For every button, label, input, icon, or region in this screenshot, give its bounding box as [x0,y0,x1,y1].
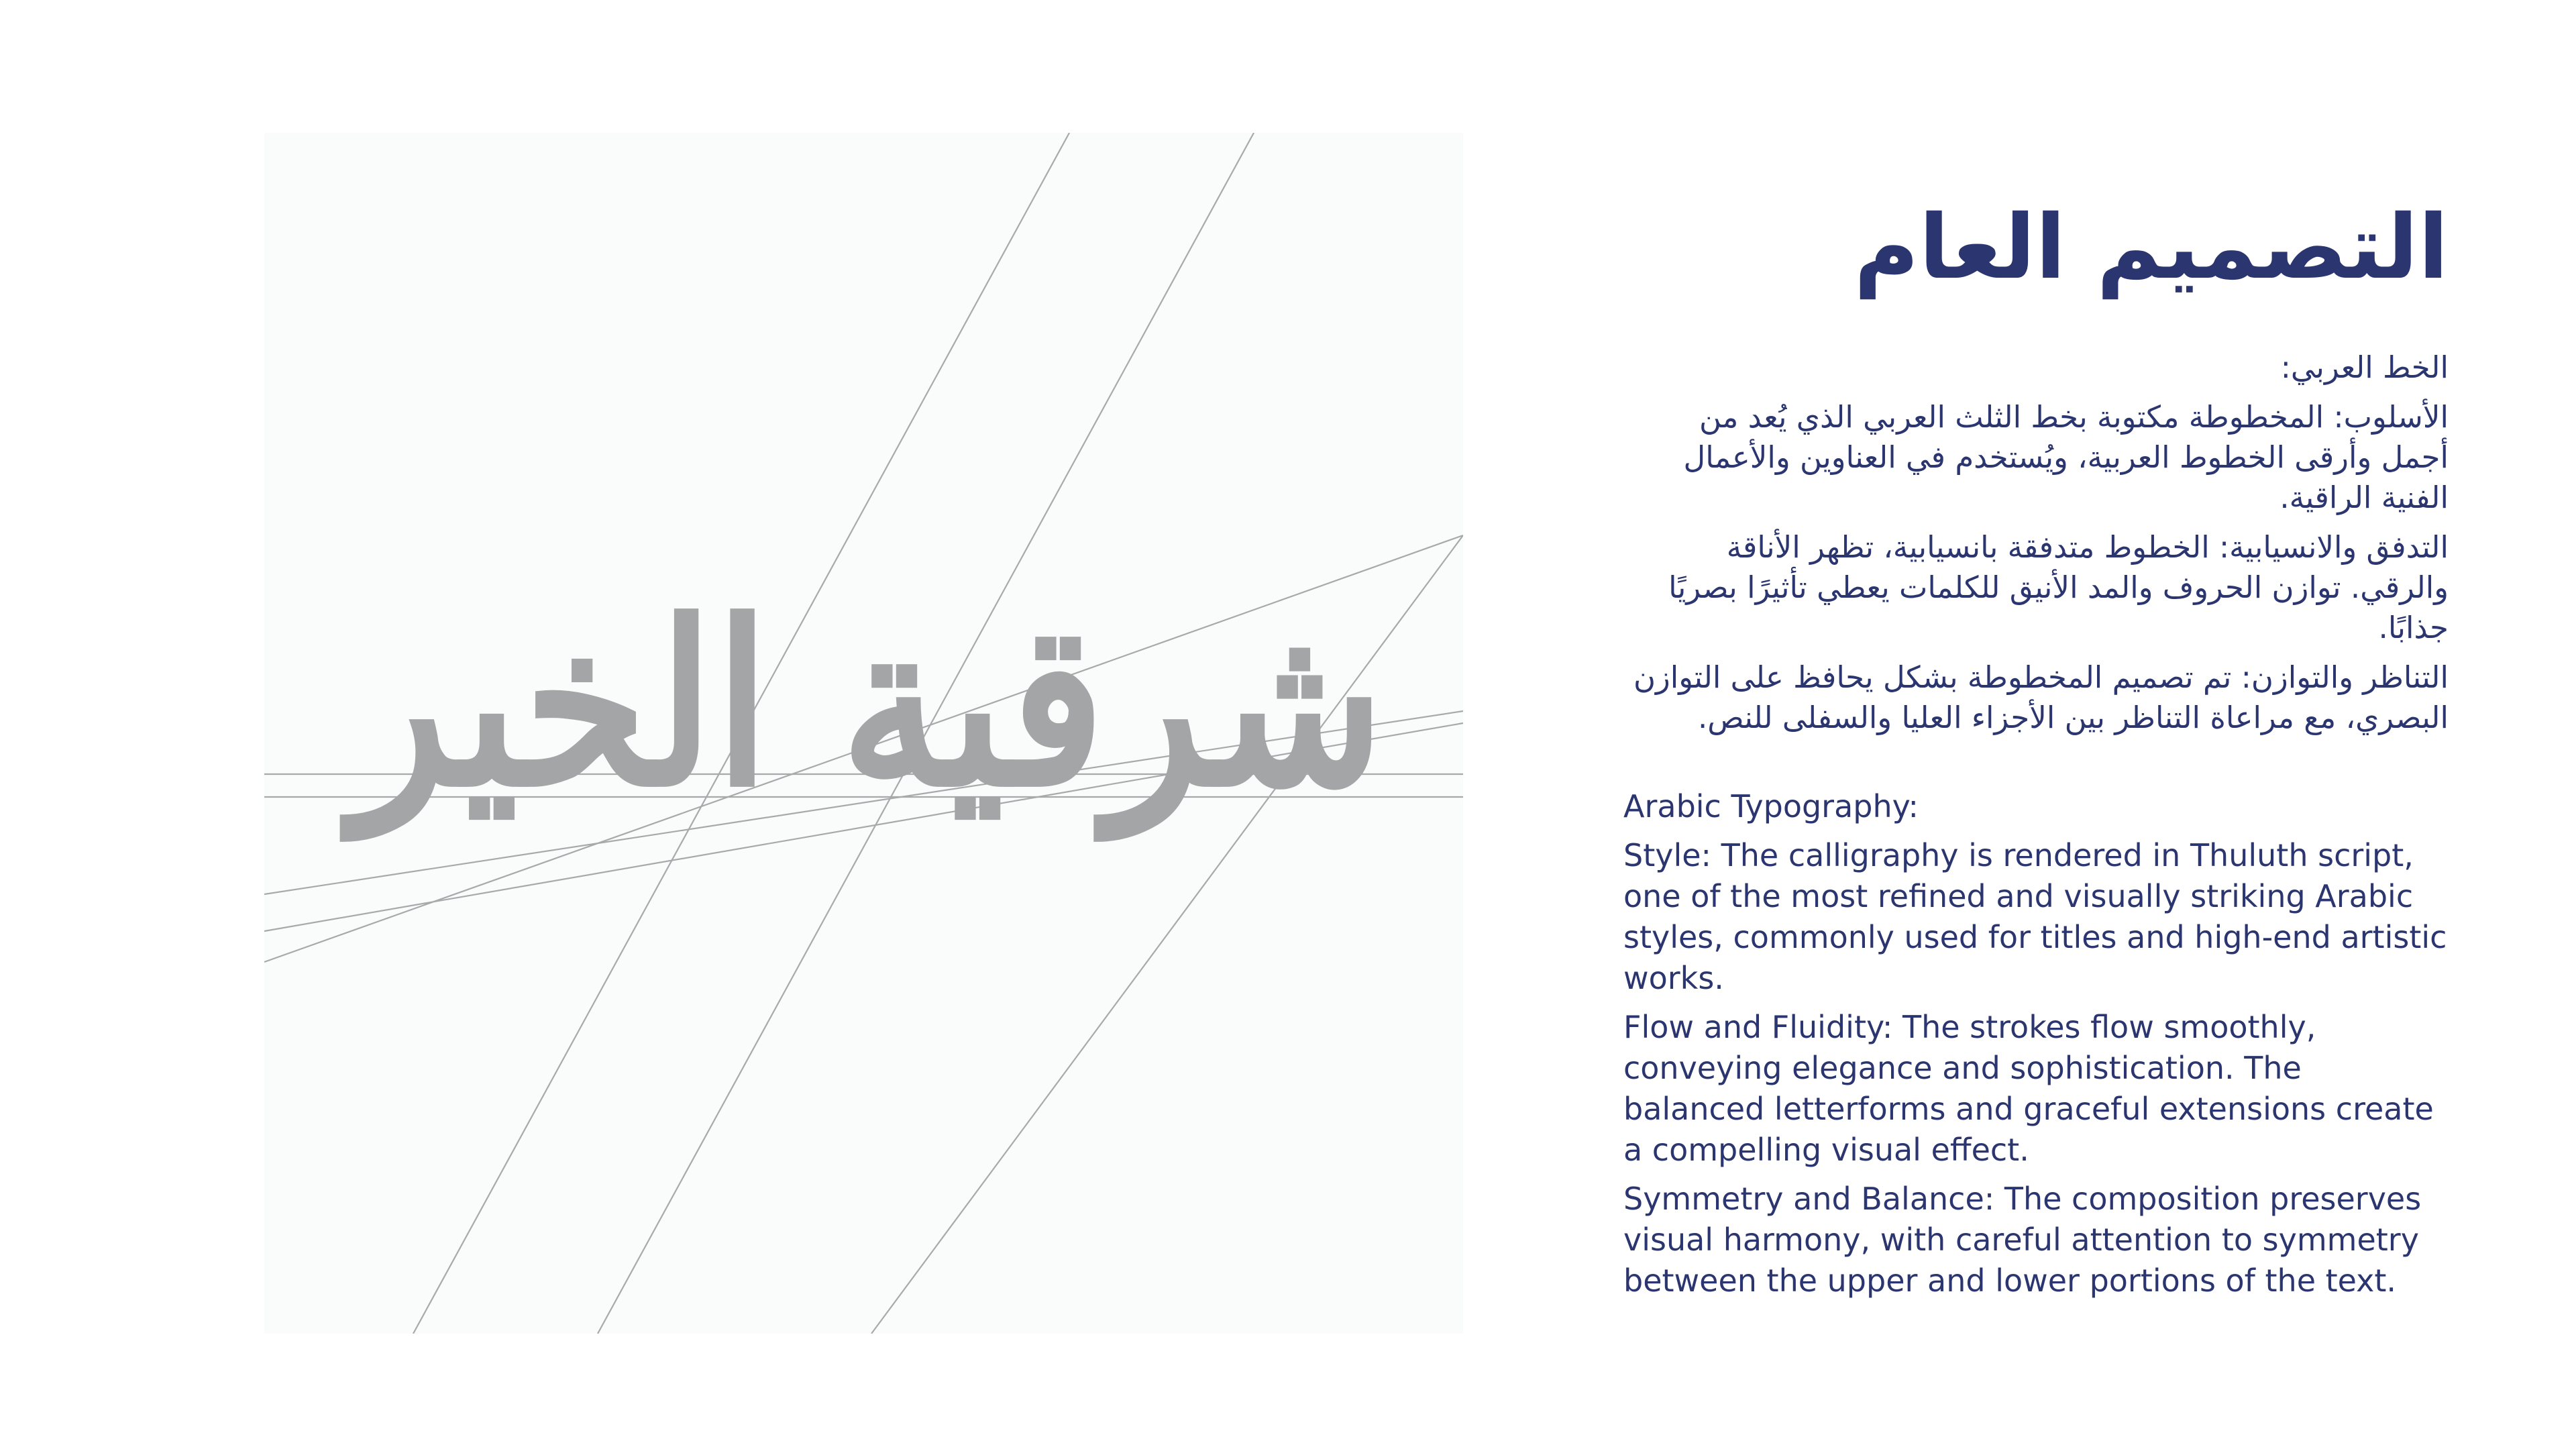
calligraphy-artwork-panel [264,133,1463,1334]
english-description [1623,786,2449,1301]
calligraphy-layer [264,133,1463,1334]
english-flow-paragraph: Flow and Fluidity: The strokes flow smoothly, conveying elegance and sophistication. The balanced letterforms and graceful extensions create a compelling visual effect. [1623,1009,2434,1169]
arabic-flow-paragraph: التدفق والانسيابية: الخطوط متدفقة بانسيابية، تظهر الأناقة والرقي. توازن الحروف والمد الأنيق للكلمات يعطي تأثيرًا بصريًا جذابًا. [1668,529,2449,646]
english-style-paragraph: Style: The calligraphy is rendered in Thuluth script, one of the most refined and visually striking Arabic styles, commonly used for titles and high-end artistic works. [1623,837,2447,997]
page-title: التصميم العام [1854,196,2449,299]
arabic-heading: الخط العربي: [2280,350,2449,386]
arabic-style-paragraph: الأسلوب: المخطوطة مكتوبة بخط الثلث العربي الذي يُعد من أجمل وأرقى الخطوط العربية، ويُستخدم في العناوين والأعمال الفنية الراقية. [1683,399,2449,516]
description-column [1623,195,2449,1309]
english-symmetry-paragraph: Symmetry and Balance: The composition preserves visual harmony, with careful attention to symmetry between the upper and lower portions of the text. [1623,1181,2422,1299]
calligraphy-wordmark: شرقية الخير [351,571,1385,837]
arabic-description [1623,347,2449,738]
arabic-symmetry-paragraph: التناظر والتوازن: تم تصميم المخطوطة بشكل يحافظ على التوازن البصري، مع مراعاة التناظر بين الأجزاء العليا والسفلى للنص. [1633,659,2449,736]
english-heading: Arabic Typography: [1623,788,1919,825]
